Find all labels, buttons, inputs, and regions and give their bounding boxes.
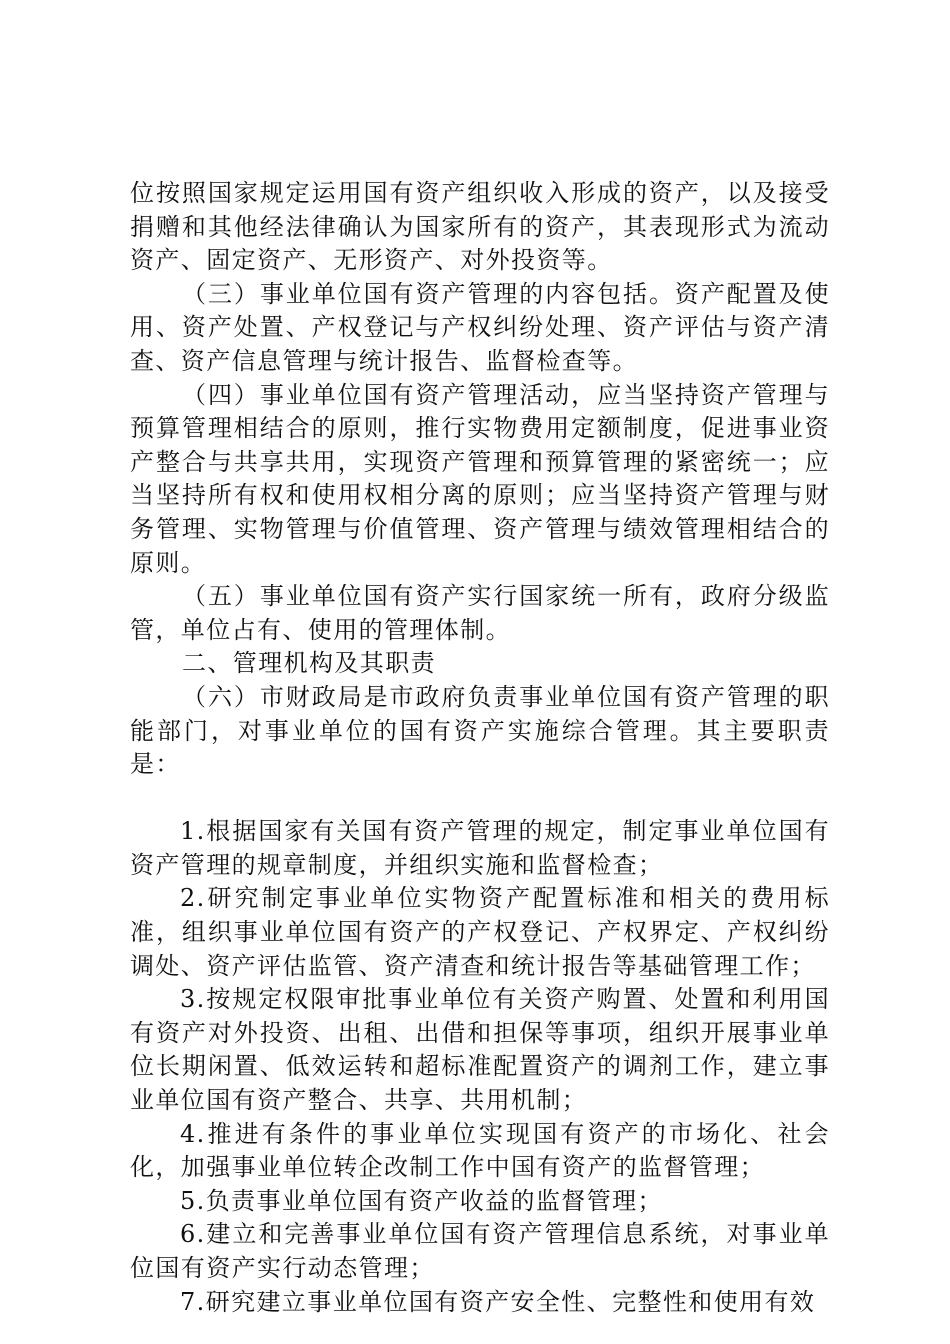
blank-line [130,782,830,816]
list-item-5: 5.负责事业单位国有资产收益的监督管理； [180,1186,663,1215]
paragraph-continued: 位按照国家规定运用国有资产组织收入形成的资产，以及接受捐赠和其他经法律确认为国家所有的资产，其表现形式为流动资产、固定资产、无形资产、对外投资等。 [130,179,830,275]
list-item-1: 1.根据国家有关国有资产管理的规定，制定事业单位国有资产管理的规章制度，并组织实施和监督检查； [130,817,830,879]
paragraph-6: （六）市财政局是市政府负责事业单位国有资产管理的职能部门，对事业单位的国有资产实施综合管理。其主要职责是： [130,682,830,779]
paragraph-4: （四）事业单位国有资产管理活动，应当坚持资产管理与预算管理相结合的原则，推行实物费用定额制度，促进事业资产整合与共享共用，实现资产管理和预算管理的紧密统一；应当坚持所有权和使用权相分离的原则；应当坚持资产管理与财务管理、实物管理与价值管理、资产管理与绩效管理相结合的原则。 [130,380,830,577]
list-item-3: 3.按规定权限审批事业单位有关资产购置、处置和利用国有资产对外投资、出租、出借和担保等事项，组织开展事业单位长期闲置、低效运转和超标准配置资产的调剂工作，建立事业单位国有资产整合、共享、共用机制； [130,985,830,1115]
paragraph-5: （五）事业单位国有资产实行国家统一所有，政府分级监管，单位占有、使用的管理体制。 [130,582,830,644]
list-item-6: 6.建立和完善事业单位国有资产管理信息系统，对事业单位国有资产实行动态管理； [130,1220,830,1282]
list-item-4: 4.推进有条件的事业单位实现国有资产的市场化、社会化，加强事业单位转企改制工作中国有资产的监督管理； [130,1119,830,1182]
section-heading-2: 二、管理机构及其职责 [182,649,436,678]
list-item-2: 2.研究制定事业单位实物资产配置标准和相关的费用标准，组织事业单位国有资产的产权登记、产权界定、产权纠纷调处、资产评估监管、资产清查和统计报告等基础管理工作； [130,884,830,980]
document-body [130,177,830,1319]
paragraph-3: （三）事业单位国有资产管理的内容包括。资产配置及使用、资产处置、产权登记与产权纠纷处理、资产评估与资产清查、资产信息管理与统计报告、监督检查等。 [130,279,830,375]
list-item-7: 7.研究建立事业单位国有资产安全性、完整性和使用有效 [180,1287,816,1316]
